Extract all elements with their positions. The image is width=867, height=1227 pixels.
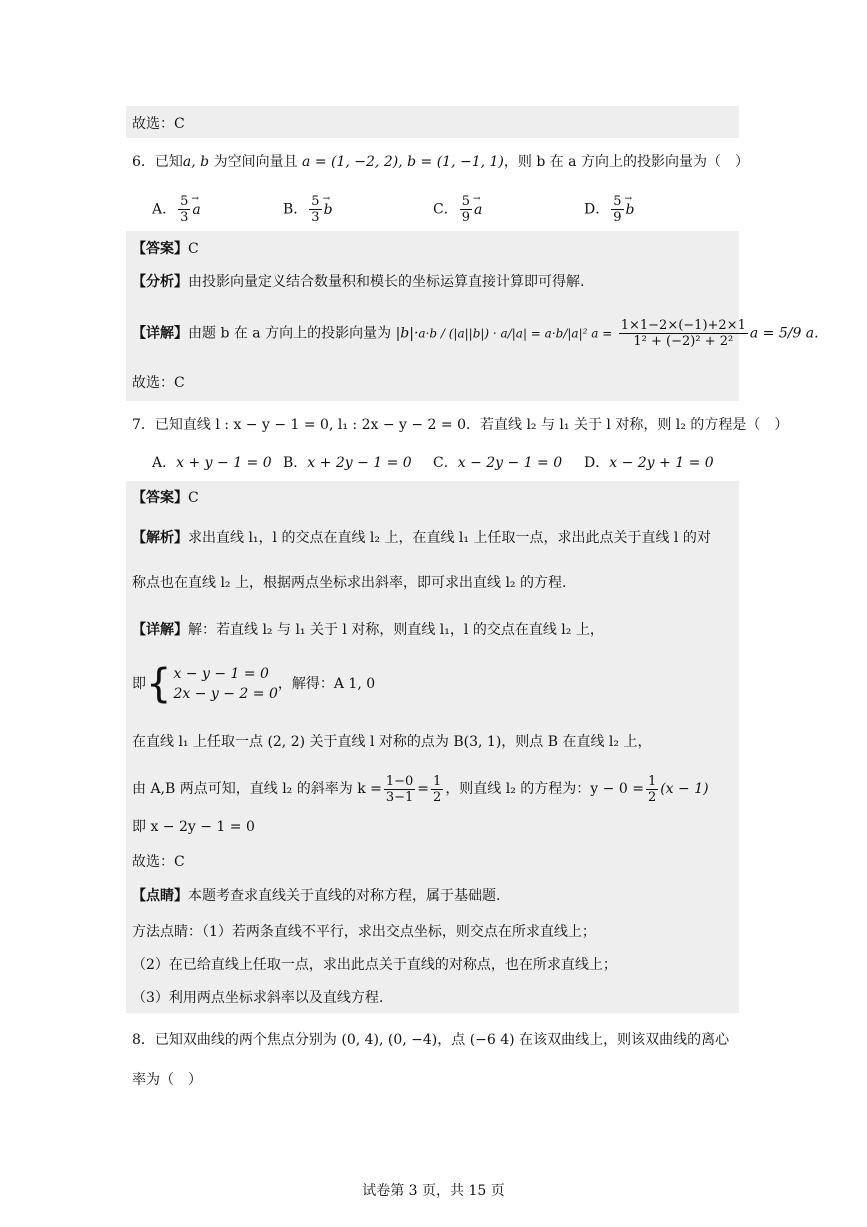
page-footer: 试卷第 3 页，共 15 页 [362, 1183, 505, 1199]
q8-stem-2: 率为（ ） [132, 1072, 202, 1088]
q7-option-a[interactable]: A．x + y − 1 = 0 [152, 455, 272, 471]
q7-option-c[interactable]: C．x − 2y − 1 = 0 [433, 455, 563, 471]
q7-jiexi-2: 称点也在直线 l₂ 上，根据两点坐标求出斜率，即可求出直线 l₂ 的方程. [132, 575, 567, 591]
q6-detail: 【详解】由题 b 在 a 方向上的投影向量为 |b|·a·b / (|a||b|) · a/|a| = a·b/|a|² a = $\frac{1\times 1-2\times(-1)+2\times 1}{\text{1² + (−2)² + 2²}}$ a = 5/9 a. [132, 318, 819, 349]
q7-slope: 由 A,B 两点可知，直线 l₂ 的斜率为 k = $\frac{1-0}{3-1}$ = $\frac{1}{2}$ ，则直线 l₂ 的方程为：y − 0 = $\frac{1}{2}$ (x − 1) [132, 773, 709, 805]
q7-option-b[interactable]: B．x + 2y − 1 = 0 [283, 455, 412, 471]
answer-block-q5-tail [126, 106, 739, 138]
q7-detail-1: 【详解】解：若直线 l₂ 与 l₁ 关于 l 对称，则直线 l₁，l 的交点在直线 l₂ 上， [132, 622, 604, 638]
q8-stem-1: 8．已知双曲线的两个焦点分别为 (0, 4), (0, −4)，点 (−6 4) 在该双曲线上，则该双曲线的离心 [132, 1032, 730, 1048]
q6-option-a[interactable]: A． $\frac{5}{3}$ → a [152, 194, 201, 225]
q7-jiexi-1: 【解析】求出直线 l₁，l 的交点在直线 l₂ 上，在直线 l₁ 上任取一点，求出此点关于直线 l 的对 [132, 530, 711, 546]
answer-block-q6 [126, 231, 739, 401]
q7-point-b: 在直线 l₁ 上任取一点 (2, 2) 关于直线 l 对称的点为 B(3, 1)，则点 B 在直线 l₂ 上， [132, 734, 652, 750]
q6-stem: 6．已知a, b 为空间向量且 a = (1, −2, 2), b = (1, −1, 1)，则 b 在 a 方向上的投影向量为（ ） [132, 154, 749, 170]
q7-method-3: （3）利用两点坐标求斜率以及直线方程. [132, 990, 384, 1006]
q6-choice: 故选：C [132, 375, 185, 391]
q6-analysis: 【分析】由投影向量定义结合数量积和模长的坐标运算直接计算即可得解. [132, 274, 585, 290]
q7-result: 即 x − 2y − 1 = 0 [132, 819, 255, 835]
q7-option-d[interactable]: D．x − 2y + 1 = 0 [584, 455, 714, 471]
q7-method-2: （2）在已给直线上任取一点，求出此点关于直线的对称点，也在所求直线上； [132, 957, 617, 973]
q6-option-d[interactable]: D． $\frac{5}{9}$ → b [584, 194, 634, 225]
q7-dianjing: 【点睛】本题考查求直线关于直线的对称方程，属于基础题. [132, 888, 501, 904]
q5-choice: 故选：C [132, 116, 185, 132]
q6-answer: 【答案】C [132, 241, 199, 257]
q7-system: 即 { x − y − 1 = 0 2x − y − 2 = 0 ，解得：A 1, 0 [132, 661, 376, 707]
q6-option-c[interactable]: C． $\frac{5}{9}$ → a [433, 194, 482, 225]
q6-option-b[interactable]: B． $\frac{5}{3}$ → b [283, 194, 333, 225]
q7-answer: 【答案】C [132, 490, 199, 506]
brace-symbol: { [146, 661, 172, 707]
q7-choice: 故选：C [132, 854, 185, 870]
q7-method-1: 方法点睛：（1）若两条直线不平行，求出交点坐标，则交点在所求直线上； [132, 924, 596, 940]
q7-stem: 7．已知直线 l : x − y − 1 = 0, l₁ : 2x − y − 2 = 0．若直线 l₂ 与 l₁ 关于 l 对称，则 l₂ 的方程是（ ） [132, 417, 789, 433]
